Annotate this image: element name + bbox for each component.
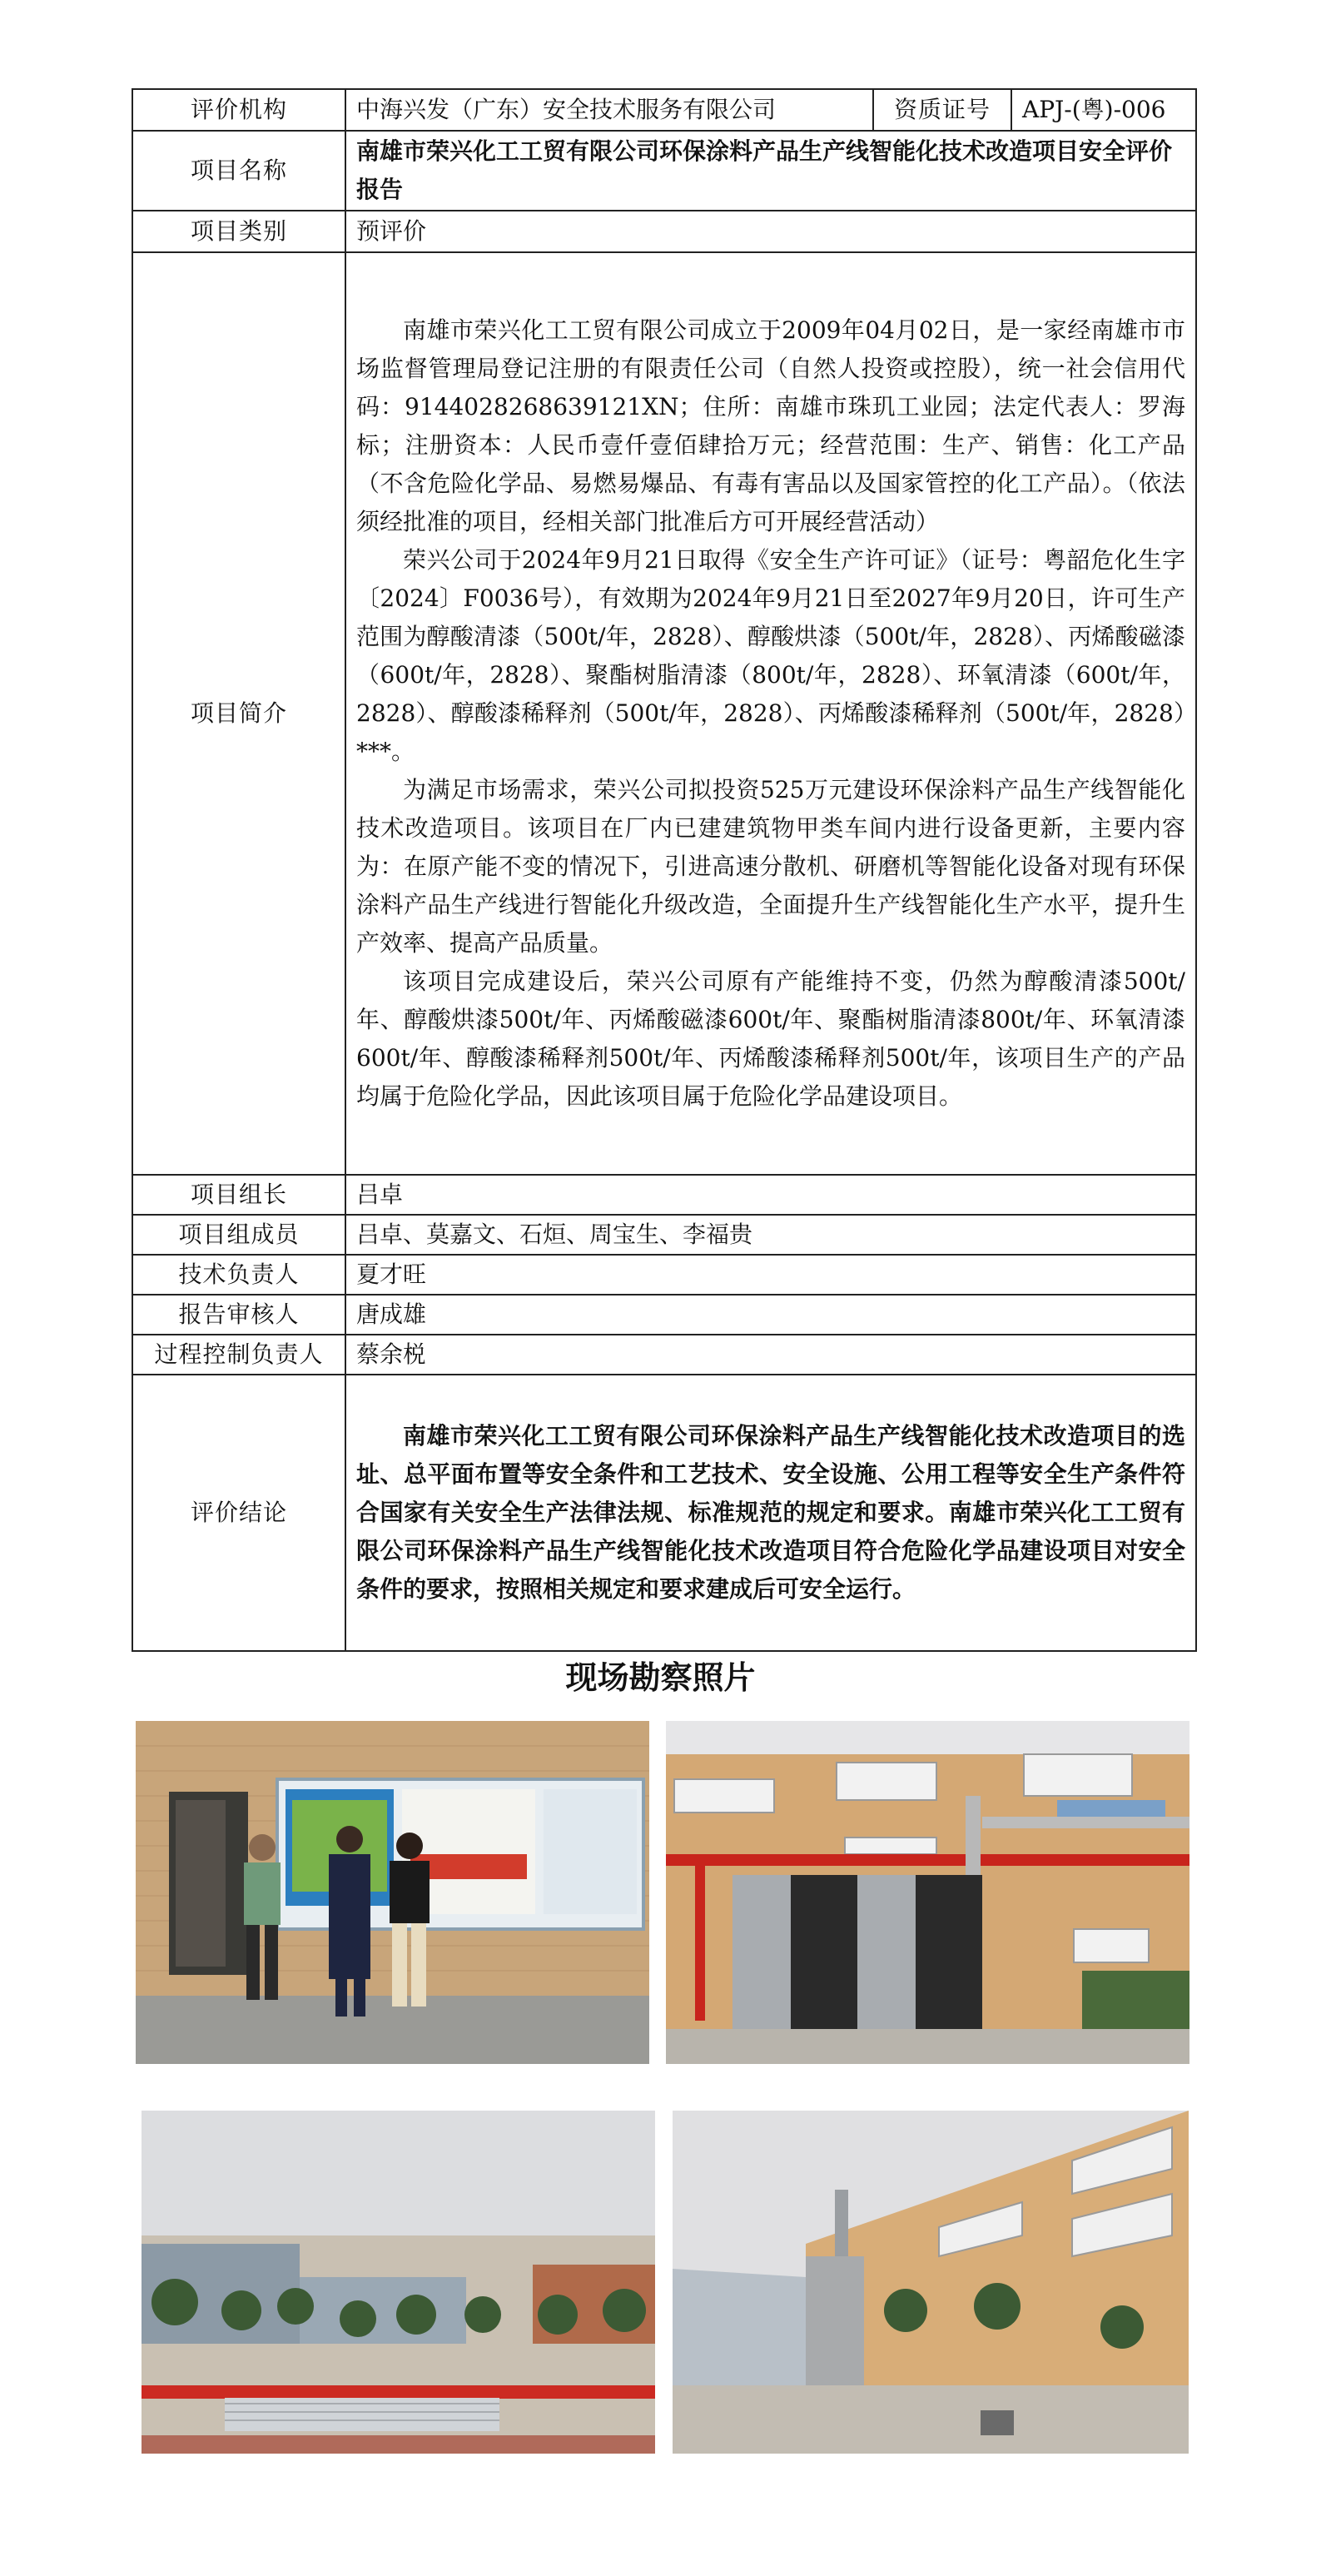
- intro-label: 项目简介: [132, 252, 345, 1175]
- conclusion-label: 评价结论: [132, 1375, 345, 1651]
- intro-paragraph-4: 该项目完成建设后，荣兴公司原有产能维持不变，仍然为醇酸清漆500t/年、醇酸烘漆500t/年、丙烯酸磁漆600t/年、聚酯树脂清漆800t/年、环氧清漆600t/年、醇酸漆稀释剂500t/年、丙烯酸漆稀释剂500t/年，该项目生产的产品均属于危险化学品，因此该项目属于危险化学品建设项目。: [356, 967, 1185, 1110]
- reviewer-value: 唐成雄: [345, 1295, 1196, 1335]
- members-label: 项目组成员: [132, 1215, 345, 1255]
- evaluation-info-table: [132, 88, 1197, 1652]
- conclusion-content: [345, 1375, 1196, 1651]
- project-name-value: 南雄市荣兴化工工贸有限公司环保涂料产品生产线智能化技术改造项目安全评价报告: [345, 131, 1196, 211]
- org-value: 中海兴发（广东）安全技术服务有限公司: [345, 89, 873, 131]
- members-row: [132, 1215, 1196, 1255]
- intro-paragraph-1: 南雄市荣兴化工工贸有限公司成立于2009年04月02日，是一家经南雄市市场监督管理局登记注册的有限责任公司（自然人投资或控股），统一社会信用代码：9144028268639121XN；住所：南雄市珠玑工业园；法定代表人：罗海标；注册资本：人民币壹仟壹佰肆拾万元；经营范围：生产、销售：化工产品（不含危险化学品、易燃易爆品、有毒有害品以及国家管控的化工产品）。（依法须经批准的项目，经相关部门批准后方可开展经营活动）: [356, 316, 1185, 535]
- members-value: 吕卓、莫嘉文、石烜、周宝生、李福贵: [345, 1215, 1196, 1255]
- site-photo-people: [136, 1721, 649, 2064]
- intro-paragraph-3: 为满足市场需求，荣兴公司拟投资525万元建设环保涂料产品生产线智能化技术改造项目。该项目在厂内已建建筑物甲类车间内进行设备更新，主要内容为：在原产能不变的情况下，引进高速分散机、研磨机等智能化设备对现有环保涂料产品生产线进行智能化升级改造，全面提升生产线智能化生产水平，提升生产效率、提高产品质量。: [356, 776, 1185, 957]
- tech-value: 夏才旺: [345, 1255, 1196, 1295]
- intro-content: [345, 252, 1196, 1175]
- tech-label: 技术负责人: [132, 1255, 345, 1295]
- tech-row: [132, 1255, 1196, 1295]
- project-name-row: [132, 131, 1196, 211]
- leader-value: 吕卓: [345, 1175, 1196, 1215]
- reviewer-label: 报告审核人: [132, 1295, 345, 1335]
- project-type-value: 预评价: [345, 211, 1196, 252]
- project-type-row: [132, 211, 1196, 252]
- site-photo-yard-pipes: [142, 2111, 655, 2454]
- cert-value: APJ-(粤)-006: [1011, 89, 1196, 131]
- project-type-label: 项目类别: [132, 211, 345, 252]
- leader-row: [132, 1175, 1196, 1215]
- leader-label: 项目组长: [132, 1175, 345, 1215]
- reviewer-row: [132, 1295, 1196, 1335]
- site-photo-building-chimney: [673, 2111, 1189, 2454]
- project-name-label: 项目名称: [132, 131, 345, 211]
- photos-title: 现场勘察照片: [565, 1658, 756, 1696]
- process-value: 蔡余棁: [345, 1335, 1196, 1375]
- conclusion-row: [132, 1375, 1196, 1651]
- process-label: 过程控制负责人: [132, 1335, 345, 1375]
- intro-row: [132, 252, 1196, 1175]
- intro-paragraph-2: 荣兴公司于2024年9月21日取得《安全生产许可证》（证号：粤韶危化生字〔2024〕F0036号），有效期为2024年9月21日至2027年9月20日，许可生产范围为醇酸清漆（500t/年，2828）、醇酸烘漆（500t/年，2828）、丙烯酸磁漆（600t/年，2828）、聚酯树脂清漆（800t/年，2828）、环氧清漆（600t/年，2828）、醇酸漆稀释剂（500t/年，2828）、丙烯酸漆稀释剂（500t/年，2828）***。: [356, 546, 1185, 765]
- site-photo-factory-gate: [666, 1721, 1189, 2064]
- org-label: 评价机构: [132, 89, 345, 131]
- cert-label: 资质证号: [873, 89, 1011, 131]
- org-row: [132, 89, 1196, 131]
- process-row: [132, 1335, 1196, 1375]
- conclusion-text: 南雄市荣兴化工工贸有限公司环保涂料产品生产线智能化技术改造项目的选址、总平面布置等安全条件和工艺技术、安全设施、公用工程等安全生产条件符合国家有关安全生产法律法规、标准规范的规定和要求。南雄市荣兴化工工贸有限公司环保涂料产品生产线智能化技术改造项目符合危险化学品建设项目对安全条件的要求，按照相关规定和要求建成后可安全运行。: [356, 1422, 1185, 1603]
